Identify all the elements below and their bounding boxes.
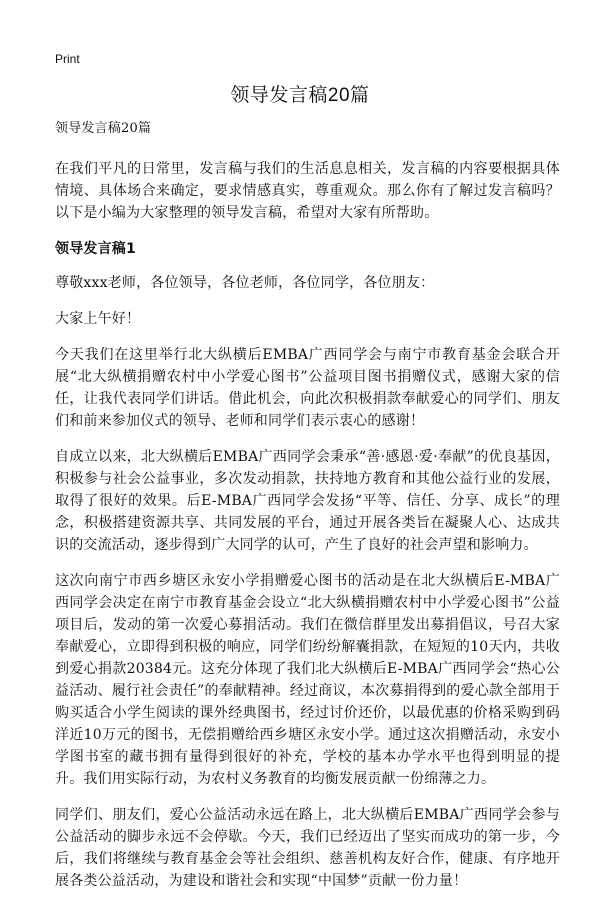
intro-paragraph: 在我们平凡的日常里，发言稿与我们的生活息息相关，发言稿的内容要根据具体情境、具体场合来确定，要求情感真实，尊重观众。那么你有了解过发言稿吗？以下是小编为大家整理的领导发言稿，希望对大家有所帮助。 <box>55 161 560 221</box>
greeting: 大家上午好！ <box>55 311 141 327</box>
body-paragraph-1: 今天我们在这里举行北大纵横后EMBA广西同学会与南宁市教育基金会联合开展“北大纵横捐赠农村中小学爱心图书”公益项目图书捐赠仪式，感谢大家的信任，让我代表同学们讲话。借此机会，向此次积极捐款奉献爱心的同学们、朋友们和前来参加仪式的领导、老师和同学们表示衷心的感谢！ <box>55 347 560 429</box>
print-link[interactable]: Print <box>55 52 80 66</box>
section-heading: 领导发言稿1 <box>55 241 136 257</box>
article-subtitle: 领导发言稿20篇 <box>55 121 152 136</box>
salutation: 尊敬xxx老师，各位领导，各位老师，各位同学，各位朋友： <box>55 275 435 291</box>
article-body <box>55 118 560 906</box>
page-title: 领导发言稿20篇 <box>230 85 370 106</box>
body-paragraph-3: 这次向南宁市西乡塘区永安小学捐赠爱心图书的活动是在北大纵横后E-MBA广西同学会决定在南宁市教育基金会设立“北大纵横捐赠农村中小学爱心图书”公益项目后，发动的第一次爱心募捐活动。我们在微信群里发出募捐倡议，号召大家奉献爱心，立即得到积极的响应，同学们纷纷解囊捐款，在短短的10天内，共收到爱心捐款20384元。这充分体现了我们北大纵横后E-MBA广西同学会“热心公益活动、履行社会责任”的奉献精神。经过商议，本次募捐得到的爱心款全部用于购买适合小学生阅读的课外经典图书，经过讨价还价，以最优惠的价格采购到码洋近10万元的图书，无偿捐赠给西乡塘区永安小学。通过这次捐赠活动，永安小学图书室的藏书拥有量得到很好的补充，学校的基本办学水平也得到明显的提升。我们用实际行动，为农村义务教育的均衡发展贡献一份绵薄之力。 <box>55 573 560 787</box>
body-paragraph-2: 自成立以来，北大纵横后EMBA广西同学会秉承“善·感恩·爱·奉献”的优良基因，积极参与社会公益事业，多次发动捐款，扶持地方教育和其他公益行业的发展，取得了很好的效果。后E-MBA广西同学会发扬“平等、信任、分享、成长”的理念，积极搭建资源共享、共同发展的平台，通过开展各类旨在凝聚人心、达成共识的交流活动，逐步得到广大同学的认可，产生了良好的社会声望和影响力。 <box>55 449 560 553</box>
body-paragraph-4: 同学们、朋友们，爱心公益活动永远在路上，北大纵横后EMBA广西同学会参与公益活动的脚步永远不会停歇。今天，我们已经迈出了坚实而成功的第一步，今后，我们将继续与教育基金会等社会组织、慈善机构友好合作，健康、有序地开展各类公益活动，为建设和谐社会和实现“中国梦”贡献一份力量！ <box>55 807 560 889</box>
